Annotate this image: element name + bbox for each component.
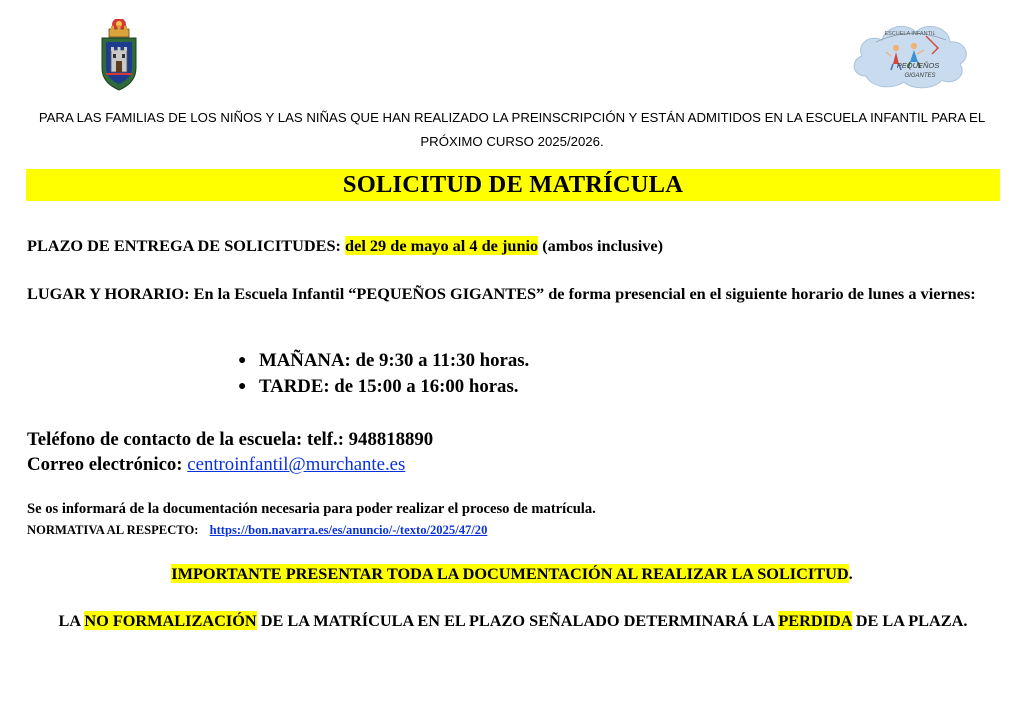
normativa-line xyxy=(27,523,487,538)
deadline-note: (ambos inclusive) xyxy=(542,236,664,255)
email-link[interactable]: centroinfantil@murchante.es xyxy=(187,454,406,475)
schedule-morning-text: MAÑANA: de 9:30 a 11:30 horas. xyxy=(259,350,530,371)
email-line xyxy=(27,452,433,477)
logo-name-line1: PEQUEÑOS xyxy=(896,61,940,70)
phone-number: 948818890 xyxy=(348,429,434,450)
schedule-afternoon-text: TARDE: de 15:00 a 16:00 horas. xyxy=(259,376,519,397)
important-highlight: IMPORTANTE PRESENTAR TODA LA DOCUMENTACIÓN AL REALIZAR LA SOLICITUD xyxy=(171,564,849,583)
municipal-crest-icon xyxy=(97,16,141,92)
contact-block xyxy=(27,427,433,477)
title-banner xyxy=(26,169,1000,201)
normativa-label: NORMATIVA AL RESPECTO: xyxy=(27,523,199,537)
warning-part3: DE LA PLAZA. xyxy=(855,611,968,630)
schedule-item-morning xyxy=(238,348,529,374)
phone-label: Teléfono de contacto de la escuela: telf.: xyxy=(27,429,344,450)
place-schedule-text: LUGAR Y HORARIO: En la Escuela Infantil “PEQUEÑOS GIGANTES” de forma presencial en el siguiente horario de lunes a viernes: xyxy=(27,284,976,303)
phone-line xyxy=(27,427,433,452)
documentation-info: Se os informará de la documentación necesaria para poder realizar el proceso de matrícula. xyxy=(27,501,596,517)
warning-highlight2: PERDIDA xyxy=(778,611,852,630)
important-suffix: . xyxy=(848,564,853,583)
warning-notice xyxy=(30,609,996,632)
deadline-label: PLAZO DE ENTREGA DE SOLICITUDES: xyxy=(27,236,341,255)
logo-arc-text: ESCUELA INFANTIL xyxy=(884,31,936,37)
page-title: SOLICITUD DE MATRÍCULA xyxy=(342,171,684,198)
important-notice xyxy=(0,564,1024,584)
normativa-link[interactable]: https://bon.navarra.es/es/anuncio/-/texto/2025/47/20 xyxy=(209,523,488,537)
warning-part2: DE LA MATRÍCULA EN EL PLAZO SEÑALADO DETERMINARÁ LA xyxy=(260,611,775,630)
warning-highlight1: NO FORMALIZACIÓN xyxy=(84,611,257,630)
deadline-line xyxy=(27,236,663,256)
deadline-dates: del 29 de mayo al 4 de junio xyxy=(345,236,539,255)
bullet-icon: ● xyxy=(238,353,247,368)
school-logo-icon xyxy=(848,18,972,90)
logo-name-line2: GIGANTES xyxy=(904,73,936,79)
intro-text: PARA LAS FAMILIAS DE LOS NIÑOS Y LAS NIÑAS QUE HAN REALIZADO LA PREINSCRIPCIÓN Y ESTÁN ADMITIDOS EN LA ESCUELA INFANTIL PARA EL PRÓXIMO CURSO 2025/2026. xyxy=(38,110,986,149)
schedule-item-afternoon xyxy=(238,374,529,400)
email-label: Correo electrónico: xyxy=(27,454,183,475)
bullet-icon: ● xyxy=(238,379,247,394)
warning-part1: LA xyxy=(58,611,81,630)
schedule-list xyxy=(238,348,529,400)
